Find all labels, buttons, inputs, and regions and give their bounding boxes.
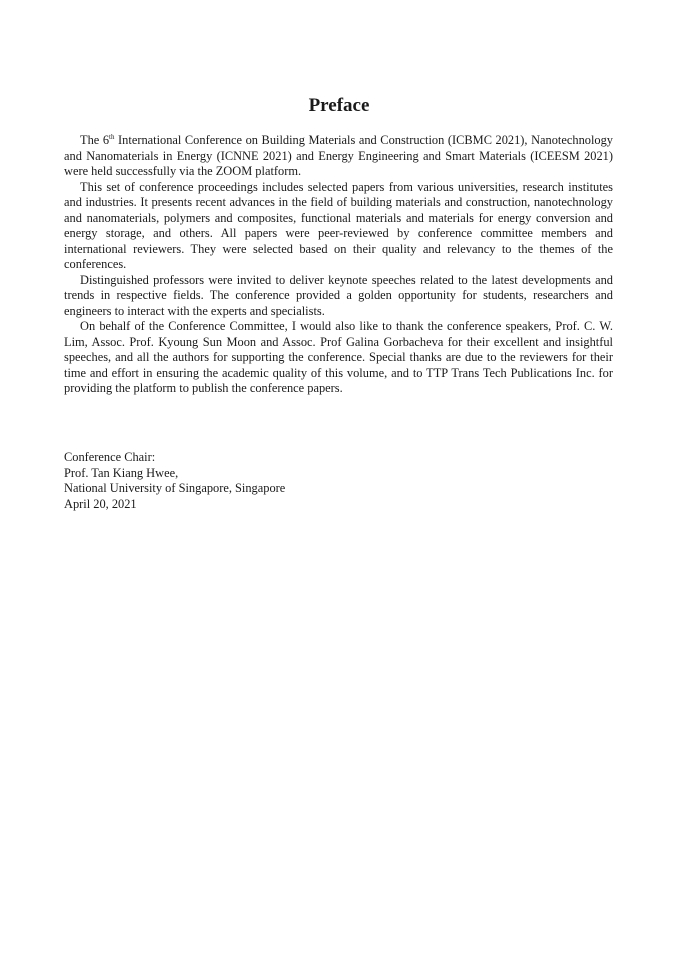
paragraph-1 [64,133,613,180]
paragraph-2: This set of conference proceedings includes selected papers from various universities, research institutes and industries. It presents recent advances in the field of building materials and construction, nanotechnology and nanomaterials, polymers and composites, functional materials and materials for energy conversion and energy storage, and others. All papers were peer-reviewed by conference committee members and international reviewers. They were selected based on their quality and relevancy to the themes of the conferences. [64,179,613,271]
paragraph-4: On behalf of the Conference Committee, I would also like to thank the conference speakers, Prof. C. W. Lim, Assoc. Prof. Kyoung Sun Moon and Assoc. Prof Galina Gorbacheva for their excellent and insightful speeches, and all the authors for supporting the conference. Special thanks are due to the reviewers for their time and effort in ensuring the academic quality of this volume, and to TTP Trans Tech Publications Inc. for providing the platform to publish the conference papers. [64,319,613,395]
signature-role: Conference Chair: [64,450,156,464]
signature-name: Prof. Tan Kiang Hwee, [64,465,179,480]
paragraph-1-rest: International Conference on Building Materials and Construction (ICBMC 2021), Nanotechnology and Nanomaterials in Energy (ICNNE 2021) and Energy Engineering and Smart Materials (ICEESM 2021) were held successfully via the ZOOM platform. [64,133,613,178]
ordinal-superscript: th [109,133,115,141]
paragraph-3: Distinguished professors were invited to deliver keynote speeches related to the latest developments and trends in respective fields. The conference provided a golden opportunity for students, researchers and engineers to interact with the experts and specialists. [64,272,613,318]
preface-body [64,133,613,397]
signature-affiliation: National University of Singapore, Singapore [64,481,286,495]
page-title: Preface [308,94,370,116]
signature-block [64,450,464,512]
paragraph-1-start: The 6 [80,133,110,147]
signature-date: April 20, 2021 [64,496,137,511]
